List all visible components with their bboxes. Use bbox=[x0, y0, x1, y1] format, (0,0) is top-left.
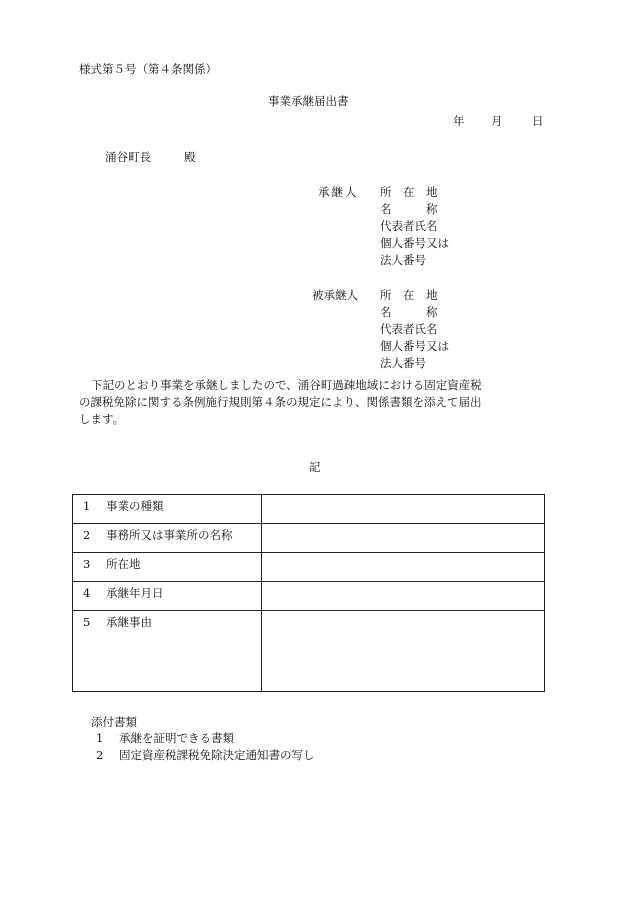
item-label-cell bbox=[73, 553, 262, 582]
item-value-cell[interactable] bbox=[262, 582, 545, 611]
body-line: の課税免除に関する条例施行規則第４条の規定により、関係書類を添えて届出 bbox=[79, 395, 482, 409]
item-value-cell[interactable] bbox=[262, 495, 545, 524]
item-label-cell bbox=[73, 524, 262, 553]
item-number: 3 bbox=[83, 557, 91, 571]
attachment-number: 1 bbox=[96, 731, 104, 745]
predecessor-heading: 被承継人 bbox=[312, 288, 358, 302]
document-title: 事業承継届出書 bbox=[268, 94, 349, 108]
item-value-cell[interactable] bbox=[262, 524, 545, 553]
date-year: 年 bbox=[453, 114, 465, 128]
ki-heading: 記 bbox=[309, 460, 321, 474]
attachment-item bbox=[96, 733, 234, 745]
date-month: 月 bbox=[491, 114, 503, 128]
item-number: 2 bbox=[83, 528, 91, 542]
successor-field-address: 所 在 地 bbox=[380, 185, 438, 199]
table-row bbox=[73, 582, 545, 611]
items-table bbox=[72, 494, 545, 692]
body-line: 下記のとおり事業を承継しましたので、涌谷町過疎地域における固定資産税 bbox=[91, 378, 482, 392]
item-value-cell[interactable] bbox=[262, 553, 545, 582]
successor-field-name: 名 称 bbox=[380, 202, 438, 216]
attachment-text: 承継を証明できる書類 bbox=[119, 731, 234, 745]
successor-heading: 承継人 bbox=[318, 185, 359, 199]
table-row bbox=[73, 553, 545, 582]
item-label-cell bbox=[73, 495, 262, 524]
body-line: します。 bbox=[79, 412, 125, 426]
table-row bbox=[73, 524, 545, 553]
predecessor-field-corp-number: 法人番号 bbox=[380, 356, 426, 370]
predecessor-field-representative: 代表者氏名 bbox=[380, 322, 438, 336]
attachment-text: 固定資産税課税免除決定通知書の写し bbox=[119, 748, 315, 762]
item-number: 1 bbox=[83, 499, 91, 513]
attachment-item bbox=[96, 750, 315, 762]
successor-field-corp-number: 法人番号 bbox=[380, 253, 426, 267]
predecessor-field-number: 個人番号又は bbox=[380, 339, 449, 353]
table-row bbox=[73, 495, 545, 524]
item-value-cell[interactable] bbox=[262, 611, 545, 692]
attachment-number: 2 bbox=[96, 748, 104, 762]
item-label: 事業の種類 bbox=[106, 499, 164, 513]
item-label-cell bbox=[73, 611, 262, 692]
item-label: 承継年月日 bbox=[106, 586, 164, 600]
addressee-name: 涌谷町長 bbox=[105, 150, 151, 164]
successor-field-number: 個人番号又は bbox=[380, 236, 449, 250]
item-number: 5 bbox=[83, 615, 91, 629]
successor-field-representative: 代表者氏名 bbox=[380, 219, 438, 233]
item-label-cell bbox=[73, 582, 262, 611]
item-label: 所在地 bbox=[106, 557, 141, 571]
item-label: 事務所又は事業所の名称 bbox=[106, 528, 233, 542]
attachments-heading: 添付書類 bbox=[91, 715, 137, 729]
predecessor-field-name: 名 称 bbox=[380, 305, 438, 319]
date-day: 日 bbox=[532, 114, 544, 128]
item-label: 承継事由 bbox=[106, 615, 152, 629]
item-number: 4 bbox=[83, 586, 91, 600]
form-number: 様式第５号（第４条関係） bbox=[79, 62, 217, 76]
addressee-honorific: 殿 bbox=[184, 150, 196, 164]
table-row bbox=[73, 611, 545, 692]
predecessor-field-address: 所 在 地 bbox=[380, 288, 438, 302]
